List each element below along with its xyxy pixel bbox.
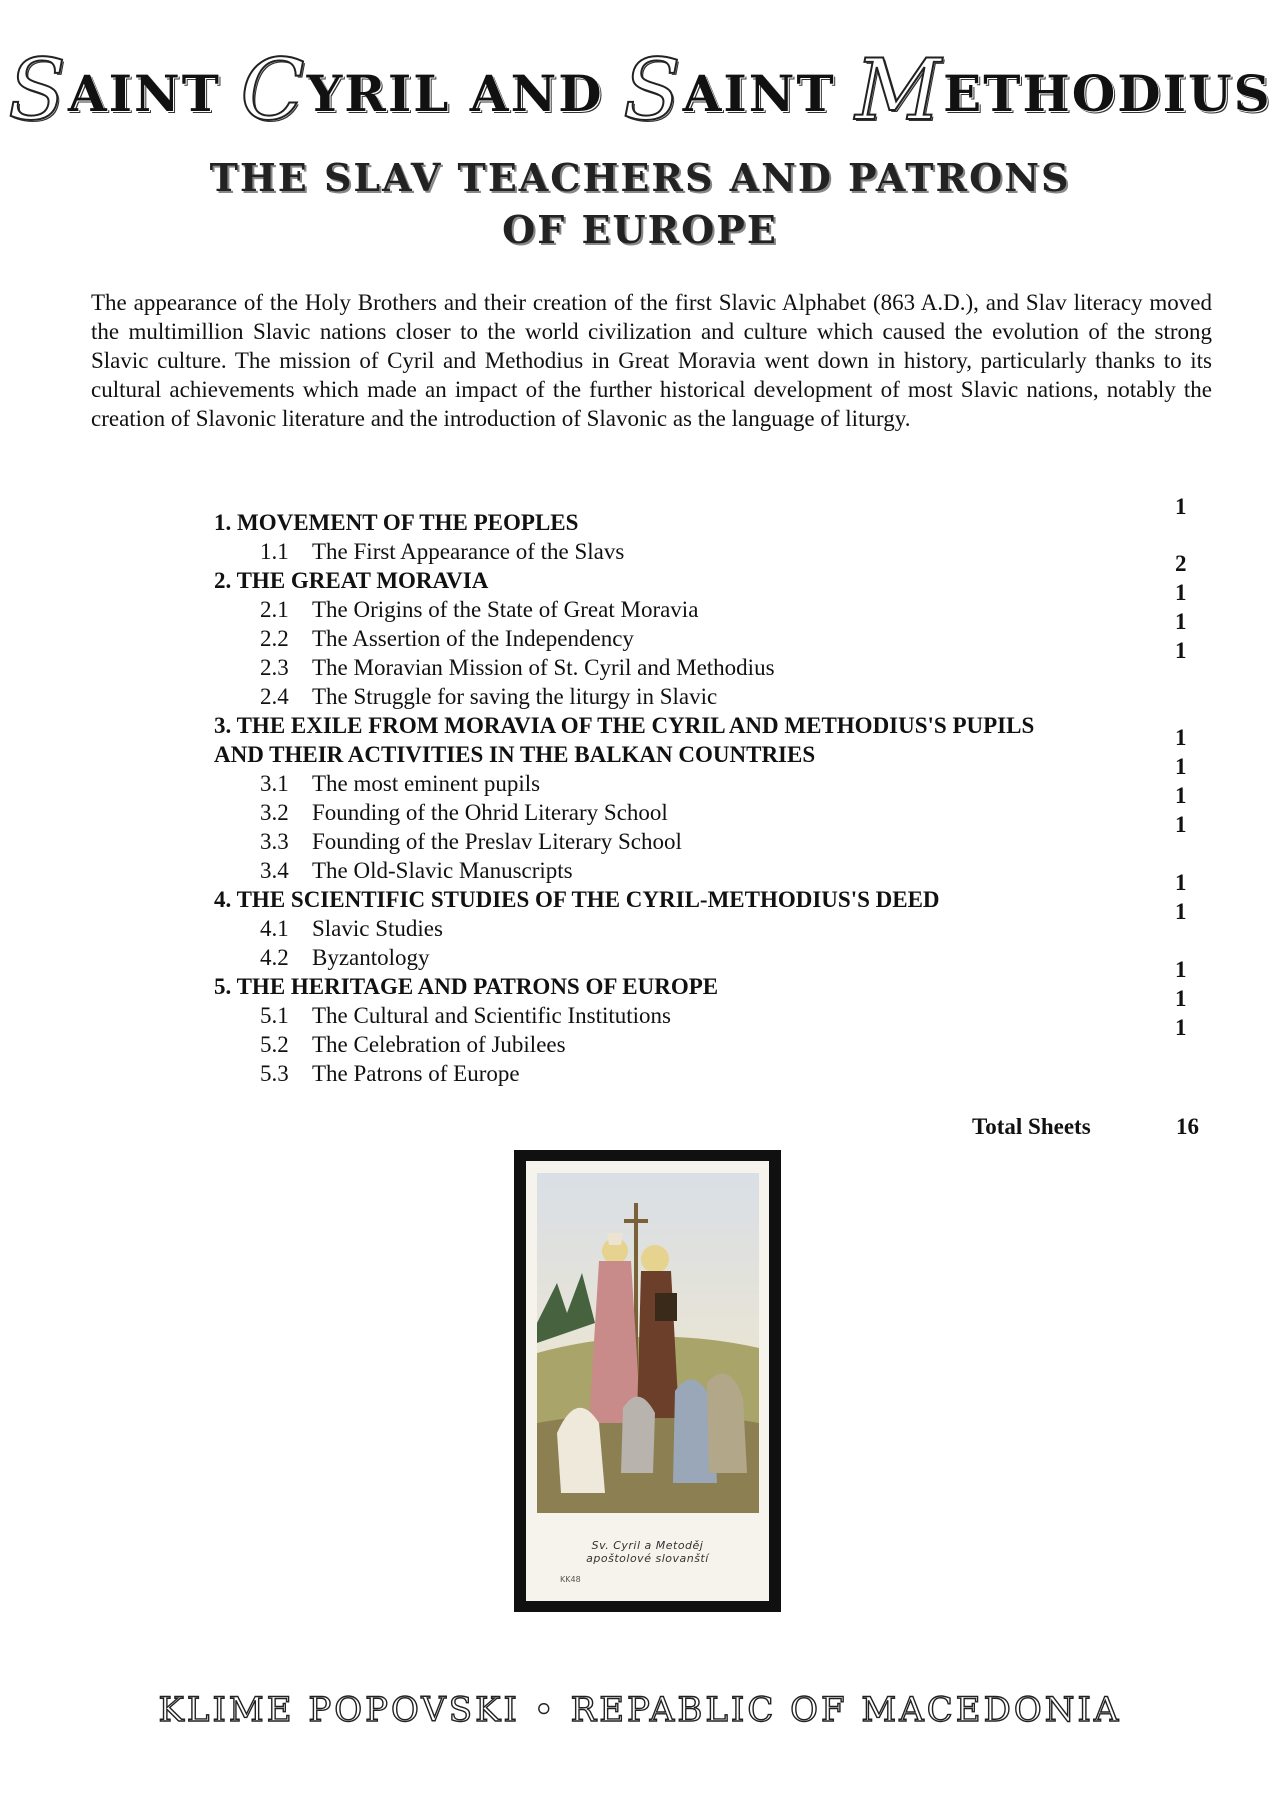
card-caption [526, 1539, 769, 1565]
toc-subsection [214, 943, 1214, 972]
toc-title: Founding of the Ohrid Literary School [312, 800, 668, 825]
title-word-part: AINT [682, 64, 856, 123]
toc-title: Slavic Studies [312, 916, 443, 941]
sheet-count: 1 [1175, 986, 1187, 1011]
main-title [0, 41, 1280, 139]
table-of-contents [214, 508, 1214, 1088]
toc-title: The most eminent pupils [312, 771, 541, 796]
sheet-count: 1 [1175, 580, 1187, 605]
toc-number: 3.4 [260, 858, 289, 883]
total-sheets-label: Total Sheets [972, 1114, 1091, 1139]
sheet-count: 1 [1175, 609, 1187, 634]
toc-subsection [214, 624, 1214, 653]
toc-subsection [214, 653, 1214, 682]
title-initial-c: C [240, 41, 307, 139]
sheet-count: 1 [1175, 783, 1187, 808]
title-word-part: ETHODIUS [943, 64, 1272, 123]
toc-title: The Origins of the State of Great Moravia [312, 597, 699, 622]
toc-number: 2.3 [260, 655, 289, 680]
title-word-part: AINT [67, 64, 241, 123]
toc-title: The Moravian Mission of St. Cyril and Methodius [312, 655, 775, 680]
toc-section: 5. THE HERITAGE AND PATRONS OF EUROPE [214, 974, 719, 999]
total-sheets-value: 16 [1176, 1114, 1199, 1139]
toc-subsection [214, 914, 1214, 943]
caption-line-1: Sv. Cyril a Metoděj [591, 1539, 704, 1552]
card-code: KK48 [560, 1575, 581, 1584]
toc-number: 1.1 [260, 539, 289, 564]
footer-author-country: KLIME POPOVSKI • REPABLIC OF MACEDONIA [158, 1690, 1122, 1730]
sheet-count: 1 [1175, 725, 1187, 750]
sheet-count: 1 [1175, 638, 1187, 663]
subtitle-line-1: THE SLAV TEACHERS AND PATRONS [209, 155, 1071, 200]
toc-title: The Patrons of Europe [312, 1061, 520, 1086]
toc-subsection [214, 537, 1214, 566]
subtitle-line-2: OF EUROPE [502, 207, 778, 252]
toc-title: The Assertion of the Independency [312, 626, 634, 651]
toc-title: The Cultural and Scientific Institutions [312, 1003, 671, 1028]
toc-subsection [214, 856, 1214, 885]
sheet-count: 1 [1175, 870, 1187, 895]
toc-title: The Old-Slavic Manuscripts [312, 858, 573, 883]
toc-section: 4. THE SCIENTIFIC STUDIES OF THE CYRIL-METHODIUS'S DEED [214, 887, 940, 912]
toc-number: 2.1 [260, 597, 289, 622]
intro-paragraph: The appearance of the Holy Brothers and their creation of the first Slavic Alphabet (863 A.D.), and Slav literacy moved the multimillion Slavic nations closer to the world civilization and culture which caused the evolution of the strong Slavic culture. The mission of Cyril and Methodius in Great Moravia went down in history, particularly thanks to its cultural achievements which made an impact of the further historical development of most Slavic nations, notably the creation of Slavonic literature and the introduction of Slavonic as the language of liturgy. [91, 290, 1212, 431]
holy-card [526, 1161, 769, 1601]
sheet-count: 2 [1175, 551, 1187, 576]
toc-title: Founding of the Preslav Literary School [312, 829, 682, 854]
sheet-count: 1 [1175, 812, 1187, 837]
toc-number: 2.2 [260, 626, 289, 651]
sheet-count: 1 [1175, 754, 1187, 779]
toc-number: 3.2 [260, 800, 289, 825]
title-initial-s: S [8, 41, 68, 139]
sheet-count: 1 [1175, 1015, 1187, 1040]
toc-section: 3. THE EXILE FROM MORAVIA OF THE CYRIL AND METHODIUS'S PUPILS [214, 713, 1035, 738]
toc-section-continued: AND THEIR ACTIVITIES IN THE BALKAN COUNTRIES [214, 742, 816, 767]
toc-number: 5.1 [260, 1003, 289, 1028]
saints-painting [537, 1173, 759, 1513]
holy-card-image [514, 1150, 781, 1612]
toc-subsection [214, 769, 1214, 798]
toc-number: 4.2 [260, 945, 289, 970]
toc-number: 3.1 [260, 771, 289, 796]
toc-subsection [214, 1030, 1214, 1059]
toc-subsection [214, 595, 1214, 624]
toc-title: The Struggle for saving the liturgy in Slavic [312, 684, 718, 709]
title-word-part: YRIL AND [306, 64, 624, 123]
toc-subsection [214, 798, 1214, 827]
toc-number: 5.2 [260, 1032, 289, 1057]
toc-number: 5.3 [260, 1061, 289, 1086]
toc-number: 2.4 [260, 684, 289, 709]
title-initial-s: S [623, 41, 683, 139]
toc-number: 4.1 [260, 916, 289, 941]
toc-title: The First Appearance of the Slavs [312, 539, 625, 564]
sheet-count: 1 [1175, 494, 1187, 519]
subtitle [0, 152, 1280, 256]
toc-title: Byzantology [312, 945, 430, 970]
caption-line-2: apoštolové slovanští [586, 1552, 709, 1565]
sheet-count: 1 [1175, 899, 1187, 924]
toc-subsection [214, 827, 1214, 856]
toc-subsection [214, 682, 1214, 711]
toc-subsection [214, 1059, 1214, 1088]
toc-subsection [214, 1001, 1214, 1030]
toc-section: 1. MOVEMENT OF THE PEOPLES [214, 510, 579, 535]
title-initial-m: M [855, 41, 944, 139]
toc-number: 3.3 [260, 829, 289, 854]
sheet-count: 1 [1175, 957, 1187, 982]
toc-section: 2. THE GREAT MORAVIA [214, 568, 489, 593]
toc-title: The Celebration of Jubilees [312, 1032, 566, 1057]
